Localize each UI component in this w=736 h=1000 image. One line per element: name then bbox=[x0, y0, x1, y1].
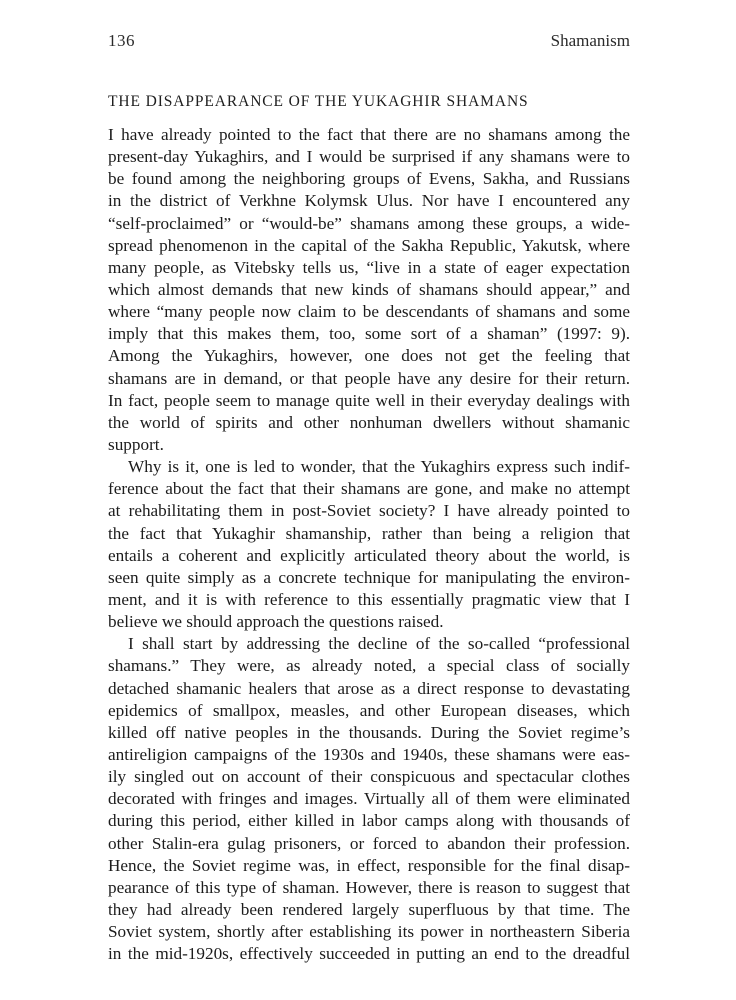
text-line: present-day Yukaghirs, and I would be surprised if any shamans were to bbox=[108, 147, 630, 167]
text-line: they had already been rendered largely superfluous by that time. The bbox=[108, 899, 630, 919]
running-head bbox=[108, 31, 630, 53]
text-line: during this period, either killed in labor camps along with thousands of bbox=[108, 811, 630, 831]
text-line: shamans.” They were, as already noted, a special class of socially bbox=[108, 656, 630, 676]
paragraph bbox=[108, 456, 630, 633]
text-line: at rehabilitating them in post-Soviet society? I have already pointed to bbox=[108, 501, 630, 521]
text-line: which almost demands that new kinds of shamans should appear,” and bbox=[108, 279, 630, 299]
text-line: Among the Yukaghirs, however, one does not get the feeling that bbox=[108, 346, 630, 366]
text-line: entails a coherent and explicitly articulated theory about the world, is bbox=[108, 545, 630, 565]
text-line: I shall start by addressing the decline of the so-called “professional bbox=[128, 634, 630, 654]
text-line: “self-proclaimed” or “would-be” shamans among these groups, a wide- bbox=[108, 213, 630, 233]
text-line: antireligion campaigns of the 1930s and 1940s, these shamans were eas- bbox=[108, 744, 630, 764]
text-line: the world of spirits and other nonhuman dwellers without shamanic bbox=[108, 412, 630, 432]
text-line: decorated with fringes and images. Virtually all of them were eliminated bbox=[108, 789, 630, 809]
paragraph bbox=[108, 124, 630, 456]
running-title: Shamanism bbox=[550, 31, 630, 50]
text-line: killed off native peoples in the thousands. During the Soviet regime’s bbox=[108, 722, 630, 742]
text-line: pearance of this type of shaman. However, there is reason to suggest that bbox=[108, 877, 630, 897]
text-line: Soviet system, shortly after establishing its power in northeastern Siberia bbox=[108, 922, 630, 942]
text-line: in the district of Verkhne Kolymsk Ulus. Nor have I encountered any bbox=[108, 191, 630, 211]
text-line: other Stalin-era gulag prisoners, or forced to abandon their profession. bbox=[108, 833, 630, 853]
text-line: epidemics of smallpox, measles, and other European diseases, which bbox=[108, 700, 630, 720]
text-line: detached shamanic healers that arose as a direct response to devastating bbox=[108, 678, 630, 698]
section-heading: THE DISAPPEARANCE OF THE YUKAGHIR SHAMANS bbox=[108, 93, 529, 110]
text-line: ily singled out on account of their conspicuous and spectacular clothes bbox=[108, 767, 630, 787]
paragraph bbox=[108, 633, 630, 965]
text-line: the fact that Yukaghir shamanship, rather than being a religion that bbox=[108, 523, 630, 543]
text-line: in the mid-1920s, effectively succeeded in putting an end to the dreadful bbox=[108, 944, 630, 964]
text-line: ference about the fact that their shamans are gone, and make no attempt bbox=[108, 479, 630, 499]
text-line: many people, as Vitebsky tells us, “live in a state of eager expectation bbox=[108, 257, 630, 277]
text-line: In fact, people seem to manage quite well in their everyday dealings with bbox=[108, 390, 630, 410]
text-line: spread phenomenon in the capital of the Sakha Republic, Yakutsk, where bbox=[108, 235, 630, 255]
text-line: where “many people now claim to be descendants of shamans and some bbox=[108, 302, 630, 322]
text-line: ment, and it is with reference to this essentially pragmatic view that I bbox=[108, 589, 630, 609]
text-line: believe we should approach the questions raised. bbox=[108, 612, 444, 632]
page-number: 136 bbox=[108, 31, 135, 50]
text-line: support. bbox=[108, 434, 164, 454]
text-line: Hence, the Soviet regime was, in effect, responsible for the final disap- bbox=[108, 855, 630, 875]
text-line: imply that this makes them, too, some sort of a shaman” (1997: 9). bbox=[108, 324, 630, 344]
text-line: I have already pointed to the fact that there are no shamans among the bbox=[108, 125, 630, 144]
body-text bbox=[108, 124, 630, 965]
text-line: be found among the neighboring groups of Evens, Sakha, and Russians bbox=[108, 169, 630, 189]
text-line: Why is it, one is led to wonder, that the Yukaghirs express such indif- bbox=[128, 457, 630, 477]
text-line: seen quite simply as a concrete technique for manipulating the environ- bbox=[108, 567, 630, 587]
text-line: shamans are in demand, or that people have any desire for their return. bbox=[108, 368, 630, 388]
